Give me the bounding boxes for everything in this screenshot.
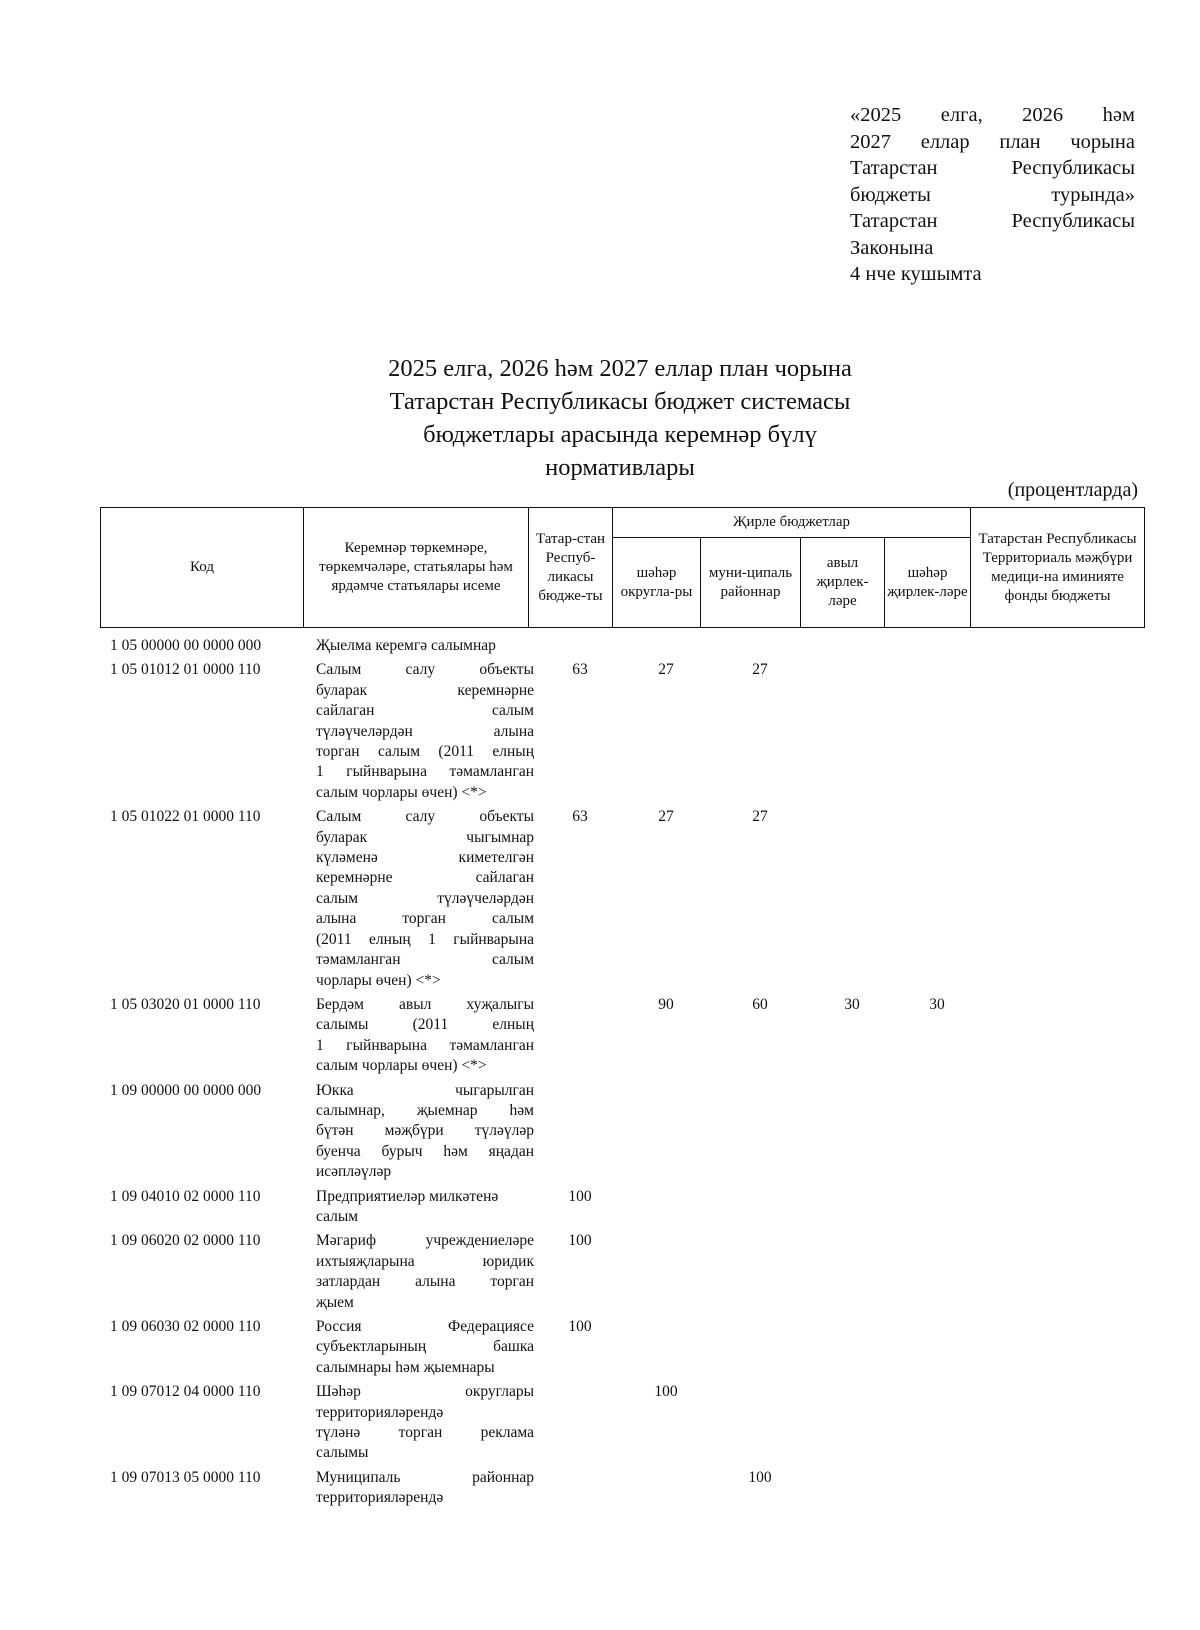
row-code: 1 09 07012 04 0000 110	[110, 1383, 261, 1401]
table-row	[100, 1187, 1144, 1228]
table-row	[100, 1231, 1144, 1313]
value-municipal-districts: 27	[752, 661, 768, 679]
title-line: Татарстан Республикасы бюджет системасы	[389, 388, 851, 415]
header-urban-settlements: шәһәр җирлек-ләре	[885, 538, 971, 628]
value-municipal-districts: 100	[748, 1468, 772, 1486]
row-name: Бердәм авыл хуҗалыгы салымы (2011 елның 1 гыйнварына тәмамланган салым чорлары өчен) <*>	[316, 995, 534, 1075]
table-header	[100, 507, 1145, 628]
row-name: Муниципаль районнар территорияләрендә	[316, 1468, 534, 1507]
row-code: 1 05 03020 01 0000 110	[110, 995, 261, 1013]
value-urban-districts: 100	[654, 1383, 678, 1401]
row-code: 1 05 01022 01 0000 110	[110, 808, 261, 826]
table-row	[100, 1382, 1144, 1464]
row-name: Предприятиеләр милкәтенә салым	[316, 1187, 499, 1225]
value-municipal-districts: 60	[752, 995, 768, 1013]
appendix-note	[850, 102, 1135, 288]
appendix-line: Татарстан Республикасы	[850, 157, 1135, 179]
title-line: 2025 елга, 2026 һәм 2027 еллар план чорына	[388, 355, 852, 382]
table-row	[100, 1081, 1144, 1183]
appendix-line: бюджеты турында»	[850, 183, 1135, 206]
value-rt-budget: 100	[568, 1318, 592, 1335]
row-code: 1 09 06030 02 0000 110	[110, 1318, 261, 1335]
row-code: 1 09 00000 00 0000 000	[110, 1081, 262, 1099]
appendix-line: «2025 елга, 2026 һәм	[850, 104, 1135, 126]
row-name: Юкка чыгарылган салымнар, җыемнар һәм бүтән мәҗбүри түләүләр буенча бурыч һәм яңадан исәпләүләр	[316, 1081, 534, 1181]
table-body	[100, 636, 1144, 1513]
row-name: Җыелма керемгә салымнар	[316, 637, 496, 654]
value-rt-budget: 100	[568, 1187, 592, 1205]
header-name: Керемнәр төркемнәре, төркемчәләре, статьялары һәм ярдәмче статьялары исеме	[304, 508, 529, 628]
value-urban-districts: 27	[658, 661, 674, 679]
row-name: Шәһәр округлары территорияләрендә түләнә торган реклама салымы	[316, 1383, 534, 1462]
value-rt-budget: 63	[572, 808, 588, 826]
row-code: 1 09 06020 02 0000 110	[110, 1232, 261, 1250]
header-rural-settlements: авыл җирлек-ләре	[801, 538, 885, 628]
row-name: Россия Федерациясе субъектларының башка салымнары һәм җыемнары	[316, 1318, 534, 1376]
header-local-budgets: Җирле бюджетлар	[613, 508, 971, 538]
table-row	[100, 1468, 1144, 1509]
header-municipal-districts: муни-ципаль районнар	[701, 538, 801, 628]
table-row	[100, 636, 1144, 656]
title-line: бюджетлары арасында керемнәр бүлү	[423, 421, 817, 448]
row-name: Салым салу объекты буларак керемнәрне сайлаган салым түләүчеләрдән алына торган салым (2011 елның 1 гыйнварына тәмамланган салым чорлары өчен) <*>	[316, 661, 534, 801]
appendix-line: 2027 еллар план чорына	[850, 130, 1135, 153]
row-code: 1 05 00000 00 0000 000	[110, 637, 262, 654]
row-name: Мәгариф учреждениеләре ихтыяҗларына юридик затлардан алына торган җыем	[316, 1232, 534, 1311]
table-row	[100, 807, 1144, 991]
appendix-line: Татарстан Республикасы	[850, 210, 1135, 232]
value-urban-settlements: 30	[929, 995, 945, 1013]
title-line: нормативлары	[545, 454, 695, 481]
value-urban-districts: 27	[658, 808, 674, 826]
value-urban-districts: 90	[658, 995, 674, 1013]
appendix-line: Законына	[850, 236, 934, 259]
appendix-line: 4 нче кушымта	[850, 263, 982, 285]
header-code: Код	[101, 508, 304, 628]
table-row	[100, 1317, 1144, 1378]
row-code: 1 05 01012 01 0000 110	[110, 661, 261, 679]
unit-label: (процентларда)	[1007, 479, 1138, 501]
row-code: 1 09 07013 05 0000 110	[110, 1468, 261, 1486]
header-urban-districts: шәһәр округла-ры	[613, 538, 701, 628]
row-name: Салым салу объекты буларак чыгымнар күләменә киметелгән керемнәрне сайлаган салым түләүчеләрдән алына торган салым (2011 елның 1 гыйнварына тәмамланган салым чорлары өчен) <*>	[316, 808, 534, 989]
table-row	[100, 995, 1144, 1077]
document-title	[250, 352, 990, 484]
row-code: 1 09 04010 02 0000 110	[110, 1187, 261, 1205]
value-municipal-districts: 27	[752, 808, 768, 826]
header-rt-budget: Татар-стан Респуб-ликасы бюдже-ты	[529, 508, 613, 628]
header-tfoms: Татарстан Республикасы Территориаль мәҗбүри медици-на иминияте фонды бюджеты	[971, 508, 1145, 628]
value-rural-settlements: 30	[844, 995, 860, 1013]
value-rt-budget: 100	[568, 1232, 592, 1250]
table-row	[100, 660, 1144, 803]
value-rt-budget: 63	[572, 661, 588, 679]
